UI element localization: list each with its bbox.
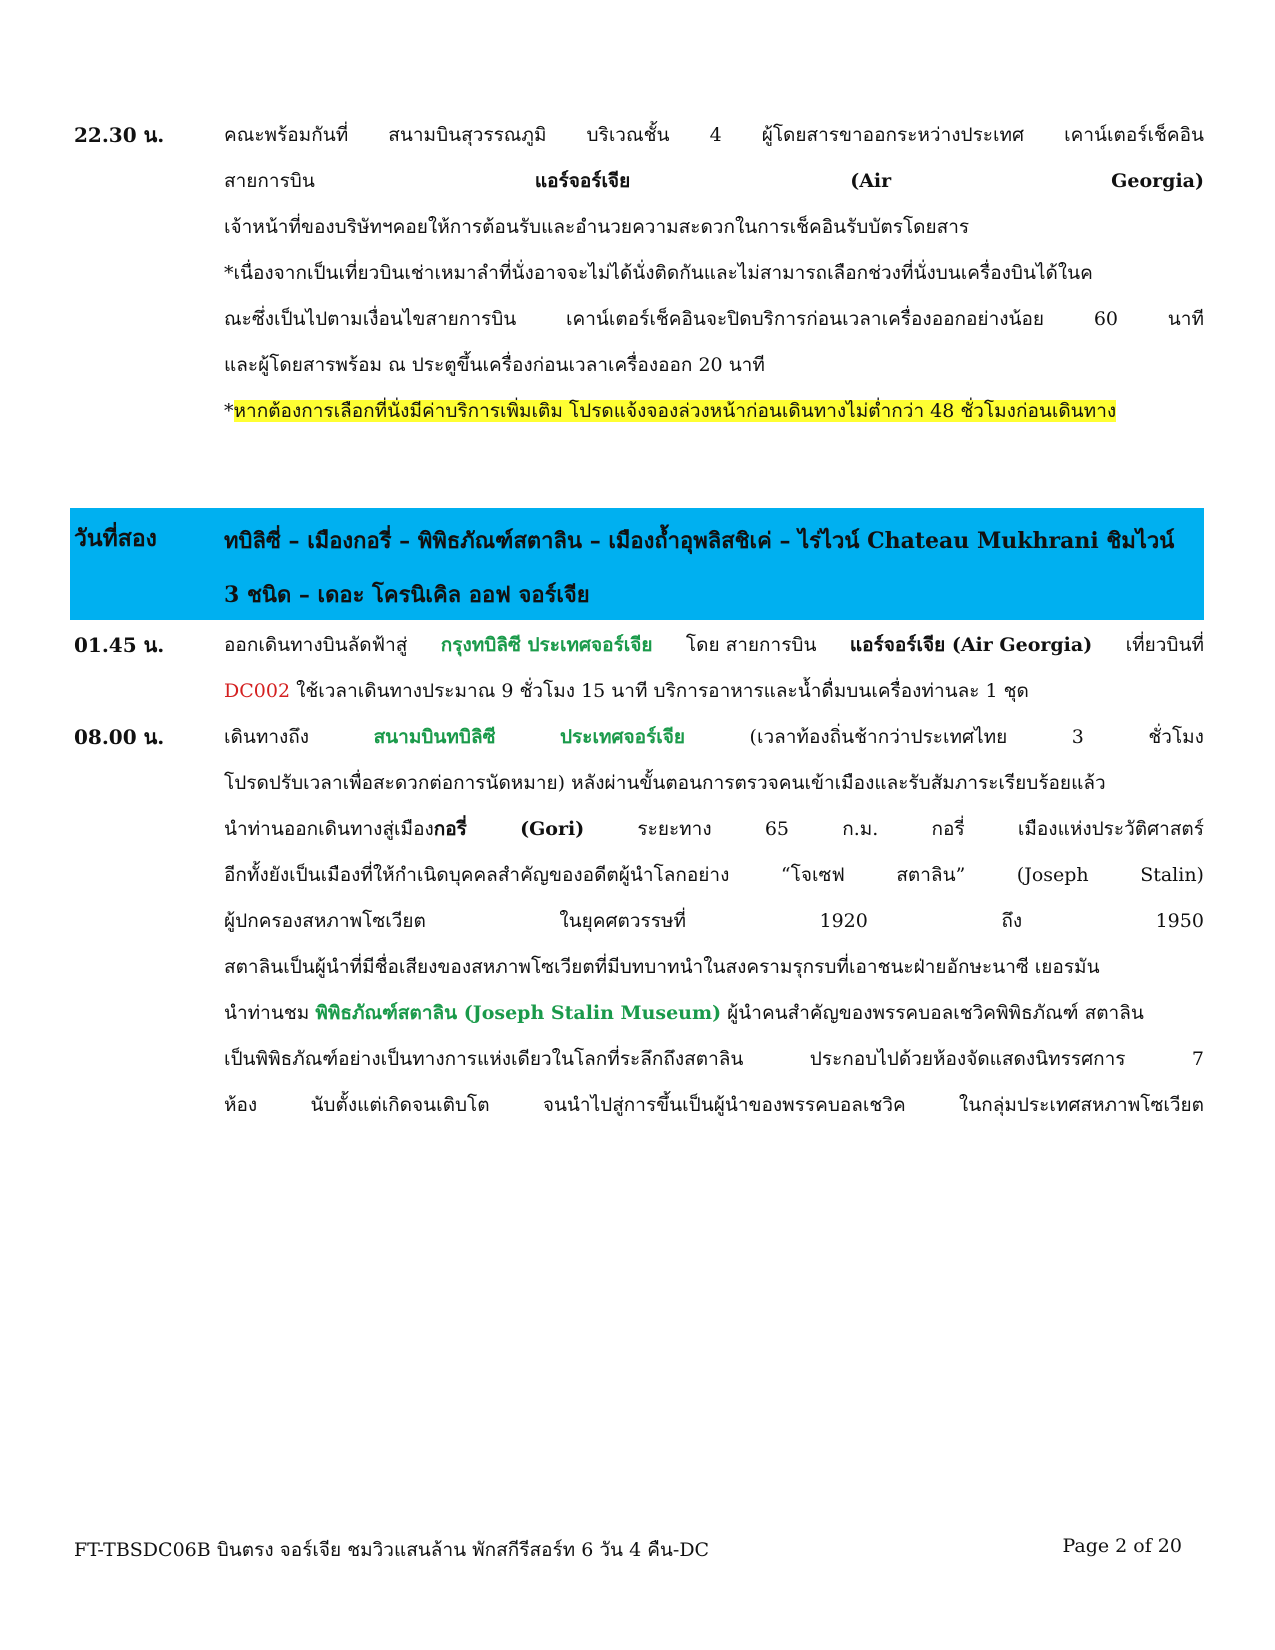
- text-line: นำท่านออกเดินทางสู่เมืองกอรี่ (Gori) ระยะทาง 65 ก.ม. กอรี่ เมืองแห่งประวัติศาสตร์: [224, 818, 1204, 840]
- text-line: ออกเดินทางบินลัดฟ้าสู่ กรุงทบิลิซี ประเทศจอร์เจีย โดย สายการบิน แอร์จอร์เจีย (Air Georgia) เที่ยวบินที่: [224, 634, 1204, 656]
- entry-content: [224, 112, 1204, 434]
- text-line: คณะพร้อมกันที่ สนามบินสุวรรณภูมิ บริเวณชั้น 4 ผู้โดยสารขาออกระหว่างประเทศ เคาน์เตอร์เช็คอิน: [224, 124, 1204, 146]
- text-line: เป็นพิพิธภัณฑ์อย่างเป็นทางการแห่งเดียวในโลกที่ระลึกถึงสตาลิน ประกอบไปด้วยห้องจัดแสดงนิทรรศการ 7: [224, 1048, 1204, 1070]
- highlighted-text: หากต้องการเลือกที่นั่งมีค่าบริการเพิ่มเติม โปรดแจ้งจองล่วงหน้าก่อนเดินทางไม่ต่ำกว่า 48 ชั่วโมงก่อนเดินทาง: [233, 400, 1117, 422]
- time-label: 22.30 น.: [74, 123, 165, 147]
- text-line: นำท่านชม พิพิธภัณฑ์สตาลิน (Joseph Stalin Museum) ผู้นำคนสำคัญของพรรคบอลเชวิคพิพิธภัณฑ์ สตาลิน: [224, 1002, 1144, 1024]
- text-line: และผู้โดยสารพร้อม ณ ประตูขึ้นเครื่องก่อนเวลาเครื่องออก 20 นาที: [224, 354, 765, 376]
- text-line: DC002 ใช้เวลาเดินทางประมาณ 9 ชั่วโมง 15 นาที บริการอาหารและน้ำดื่มบนเครื่องท่านละ 1 ชุด: [224, 680, 1029, 702]
- text-line: เจ้าหน้าที่ของบริษัทฯคอยให้การต้อนรับและอำนวยความสะดวกในการเช็คอินรับบัตรโดยสาร: [224, 216, 970, 238]
- museum-name: พิพิธภัณฑ์สตาลิน (Joseph Stalin Museum): [315, 1002, 722, 1024]
- day-header: [70, 508, 1204, 620]
- text-line: เดินทางถึง สนามบินทบิลิซี ประเทศจอร์เจีย (เวลาท้องถิ่นช้ากว่าประเทศไทย 3 ชั่วโมง: [224, 726, 1204, 748]
- text-line: สายการบิน แอร์จอร์เจีย (Air Georgia): [224, 170, 1204, 192]
- day-label: วันที่สอง: [74, 525, 157, 552]
- time-label: 08.00 น.: [74, 725, 165, 749]
- text-line: โปรดปรับเวลาเพื่อสะดวกต่อการนัดหมาย) หลังผ่านขั้นตอนการตรวจคนเข้าเมืองและรับสัมภาระเรียบร้อยแล้ว: [224, 772, 1106, 794]
- flight-number: DC002: [224, 680, 291, 702]
- day-title: ทบิลิซี่ – เมืองกอรี่ – พิพิธภัณฑ์สตาลิน – เมืองถ้ำอุพลิสชิเค่ – ไร่ไวน์ Chateau Mukhrani ชิมไวน์ 3 ชนิด – เดอะ โครนิเคิล ออฟ จอร์เจีย: [224, 528, 1175, 608]
- highlight-note: *หากต้องการเลือกที่นั่งมีค่าบริการเพิ่มเติม โปรดแจ้งจองล่วงหน้าก่อนเดินทางไม่ต่ำกว่า 48 ชั่วโมงก่อนเดินทาง: [224, 400, 1117, 422]
- text-line: สตาลินเป็นผู้นำที่มีชื่อเสียงของสหภาพโซเวียตที่มีบทบาทนำในสงครามรุกรบที่เอาชนะฝ่ายอักษะนาซี เยอรมัน: [224, 956, 1100, 978]
- text-line: ห้อง นับตั้งแต่เกิดจนเติบโต จนนำไปสู่การขึ้นเป็นผู้นำของพรรคบอลเชวิค ในกลุ่มประเทศสหภาพโซเวียต: [224, 1094, 1204, 1116]
- page-number: Page 2 of 20: [1062, 1535, 1182, 1557]
- text-line: *เนื่องจากเป็นเที่ยวบินเช่าเหมาลำที่นั่งอาจจะไม่ได้นั่งติดกันและไม่สามารถเลือกช่วงที่นั่งบนเครื่องบินได้ในค: [224, 262, 1093, 284]
- text-line: ผู้ปกครองสหภาพโซเวียต ในยุคศตวรรษที่ 1920 ถึง 1950: [224, 910, 1204, 932]
- text-line: อีกทั้งยังเป็นเมืองที่ให้กำเนิดบุคคลสำคัญของอดีตผู้นำโลกอย่าง “โจเซฟ สตาลิน” (Joseph Stalin): [224, 864, 1204, 886]
- footer-document-title: FT-TBSDC06B บินตรง จอร์เจีย ชมวิวแสนล้าน พักสกีรีสอร์ท 6 วัน 4 คืน-DC: [74, 1539, 710, 1561]
- page-footer: [74, 1535, 1182, 1565]
- entry-content: [224, 622, 1204, 714]
- entry-content: [224, 714, 1204, 1128]
- time-label: 01.45 น.: [74, 633, 165, 657]
- text-line: ณะซึ่งเป็นไปตามเงื่อนไขสายการบิน เคาน์เตอร์เช็คอินจะปิดบริการก่อนเวลาเครื่องออกอย่างน้อย 60 นาที: [224, 308, 1204, 330]
